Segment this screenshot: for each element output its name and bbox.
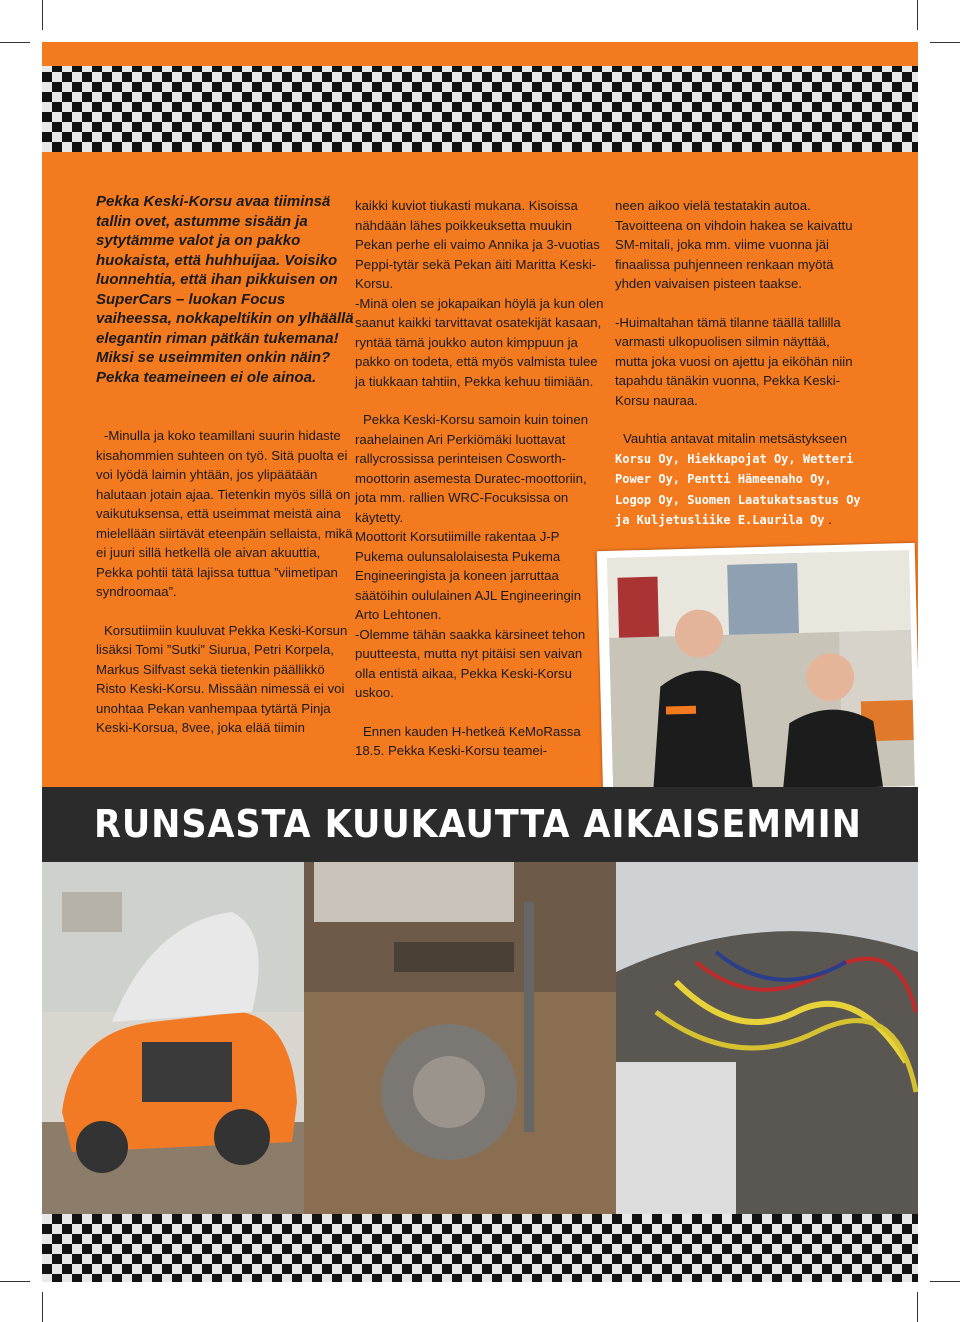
crop-mark — [0, 42, 30, 43]
col2-paragraph-6: Ennen kauden H-hetkeä KeMoRassa 18.5. Pekka Keski-Korsu teamei- — [355, 723, 581, 758]
team-photo — [607, 550, 915, 794]
col2-paragraph-5: -Olemme tähän saakka kärsineet tehon puutteesta, mutta nyt pitäisi sen vaivan olla entistä aikaa, Pekka Keski-Korsu uskoo. — [355, 626, 586, 700]
col3-paragraph-2: -Huimaltahan tämä tilanne täällä tallilla varmasti ulkopuolisen silmin näyttää, mutta joka vuosi on ajettu ja eiköhän niin tapahdu tänäkin vuonna, Pekka Keski-Korsu nauraa. — [615, 314, 853, 408]
orange-top-strip — [42, 42, 918, 66]
sponsor-intro: Vauhtia antavat mitalin metsästykseen — [623, 431, 848, 446]
sponsor-end: . — [828, 512, 832, 527]
section-headline: RUNSASTA KUUKAUTTA AIKAISEMMIN — [94, 802, 862, 846]
crop-mark — [42, 0, 43, 30]
lead-paragraph: Pekka Keski-Korsu avaa tiiminsä tallin ovet, astumme sisään ja sytytämme valot ja on pakko huokaista, että huhhuijaa. Voisiko luonnehtia, että ihan pikkuisen on SuperCars – luokan Focus vaiheessa, nokkapeltikin on ylhäällä elegantin riman pätkän tukemana! Miksi se useimmiten onkin näin? Pekka teameineen ei ole ainoa. — [96, 193, 354, 386]
col2-paragraph-3: Pekka Keski-Korsu samoin kuin toinen raahelainen Ari Perkiömäki luottavat rallycrossissa perinteisen Cosworth-moottorin asemesta Duratec-moottoriin, jota mm. rallien WRC-Focuksissa on käytetty. — [355, 412, 589, 525]
magazine-page — [42, 42, 918, 1282]
crop-mark — [930, 42, 960, 43]
col3-paragraph-1: neen aikoo vielä testatakin autoa. Tavoitteena on vihdoin hakea se kaivattu SM-mitali, joka mm. viime vuonna jäi finaalissa puhjenneen renkaan myötä yhden vaivaisen pisteen taakse. — [615, 198, 853, 291]
column-2 — [355, 196, 605, 761]
photo-engine-wiring — [616, 862, 918, 1214]
crop-mark — [42, 1292, 43, 1322]
col1-paragraph-2: Korsutiimiin kuuluvat Pekka Keski-Korsun lisäksi Tomi ”Sutki” Siurua, Petri Korpela, Markus Silfvast sekä tietenkin päällikkö Risto Keski-Korsu. Missään nimessä ei voi unohtaa Pekan vanhempaa tytärtä Pinja Keski-Korsua, 8vee, joka elää tiimin — [96, 622, 348, 735]
column-1 — [96, 426, 358, 738]
sponsor-list: Korsu Oy, Hiekkapojat Oy, Wetteri Power Oy, Pentti Hämeenaho Oy, Logop Oy, Suomen Laatukatsastus Oy ja Kuljetusliike E.Laurila Oy — [615, 451, 861, 527]
photo-brake-assembly — [304, 862, 616, 1214]
col2-paragraph-1: kaikki kuviot tiukasti mukana. Kisoissa nähdään lähes poikkeuksetta muukin Pekan perhe eli vaimo Annika ja 3-vuotias Peppi-tytär sekä Pekan äiti Maritta Keski-Korsu. — [355, 198, 600, 291]
col1-paragraph-1: -Minulla ja koko teamillani suurin hidaste kisahommien suhteen on työ. Sitä puolta ei voi lyödä laimin yhtään, jos ylipäätään halutaan jotain ajaa. Tietenkin myös sillä on vaikutuksensa, että useimmat meistä aina mielellään siirtävät eteenpäin sellaista, mikä ei juuri sillä hetkellä ole aivan akuuttia, Pekka pohtii tätä lajissa tuttua ”viimetipan syndroomaa”. — [96, 428, 353, 599]
col2-paragraph-4: Moottorit Korsutiimille rakentaa J-P Pukema oulunsalolaisesta Pukema Engineeringista ja koneen jarruttaa säätöihin oululainen AJL Engineeringin Arto Lehtonen. — [355, 529, 582, 622]
checkered-flag-banner-bottom — [42, 1214, 918, 1282]
crop-mark — [930, 1281, 960, 1282]
column-3 — [615, 196, 865, 531]
crop-mark — [917, 0, 918, 30]
col3-paragraph-3 — [615, 429, 865, 531]
col2-paragraph-2: -Minä olen se jokapaikan höylä ja kun olen saanut kaikki tarvittavat osatekijät kasaan, ryntää tämä joukko auton kimppuun ja pakko on todeta, että myös valmista tulee ja tiukkaan tahtiin, Pekka kehuu tiimiään. — [355, 295, 604, 389]
crop-mark — [0, 1281, 30, 1282]
photo-orange-car — [42, 862, 304, 1214]
crop-mark — [917, 1292, 918, 1322]
